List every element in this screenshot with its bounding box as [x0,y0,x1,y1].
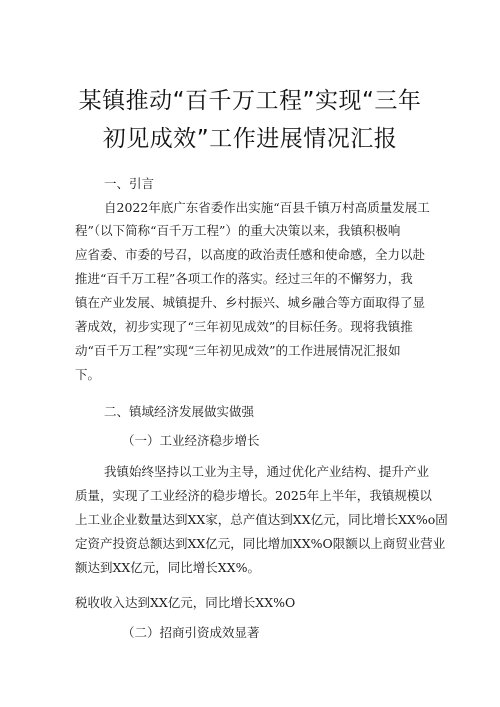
paragraph-line: 推进“百千万工程”各项工作的落实。经过三年的不懈努力，我 [75,271,413,286]
paragraph-line: 著成效，初步实现了“三年初见成效”的目标任务。现将我镇推 [75,319,413,334]
paragraph-line: 下。 [75,367,101,382]
paragraph-line: 程”（以下简称“百千万工程”）的重大决策以来，我镇积极响 [75,223,401,238]
paragraph-line: 我镇始终坚持以工业为主导，通过优化产业结构、提升产业 [104,464,430,479]
paragraph-line: 动“百千万工程”实现“三年初见成效”的工作进展情况汇报如 [75,343,401,358]
paragraph-line: 自2022年底广东省委作出实施“百县千镇万村高质量发展工 [104,200,430,215]
paragraph-line: 上工业企业数量达到XX家，总产值达到XX亿元，同比增长XX%o固 [75,512,448,527]
document-title-line-2: 初见成效”工作进展情况汇报 [102,126,398,152]
paragraph-line: 额达到XX亿元，同比增长XX%。 [75,560,260,575]
paragraph-line: 定资产投资总额达到XX亿元，同比增加XX%O限额以上商贸业营业 [75,536,446,551]
subsection-heading-investment: （二）招商引资成效显著 [122,625,260,640]
paragraph-line: 质量，实现了工业经济的稳步增长。2025年上半年，我镇规模以 [75,488,432,503]
section-heading-introduction: 一、引言 [104,176,155,191]
document-title-line-1: 某镇推动“百千万工程”实现“三年 [78,88,422,114]
paragraph-line: 应省委、市委的号召，以高度的政治责任感和使命感，全力以赴 [75,247,426,262]
paragraph-line: 镇在产业发展、城镇提升、乡村振兴、城乡融合等方面取得了显 [75,295,426,310]
paragraph-line-tax: 税收收入达到XX亿元，同比增长XX%O [75,595,296,610]
section-heading-economy: 二、镇域经济发展做实做强 [104,404,255,419]
subsection-heading-industry: （一）工业经济稳步增长 [122,433,260,448]
